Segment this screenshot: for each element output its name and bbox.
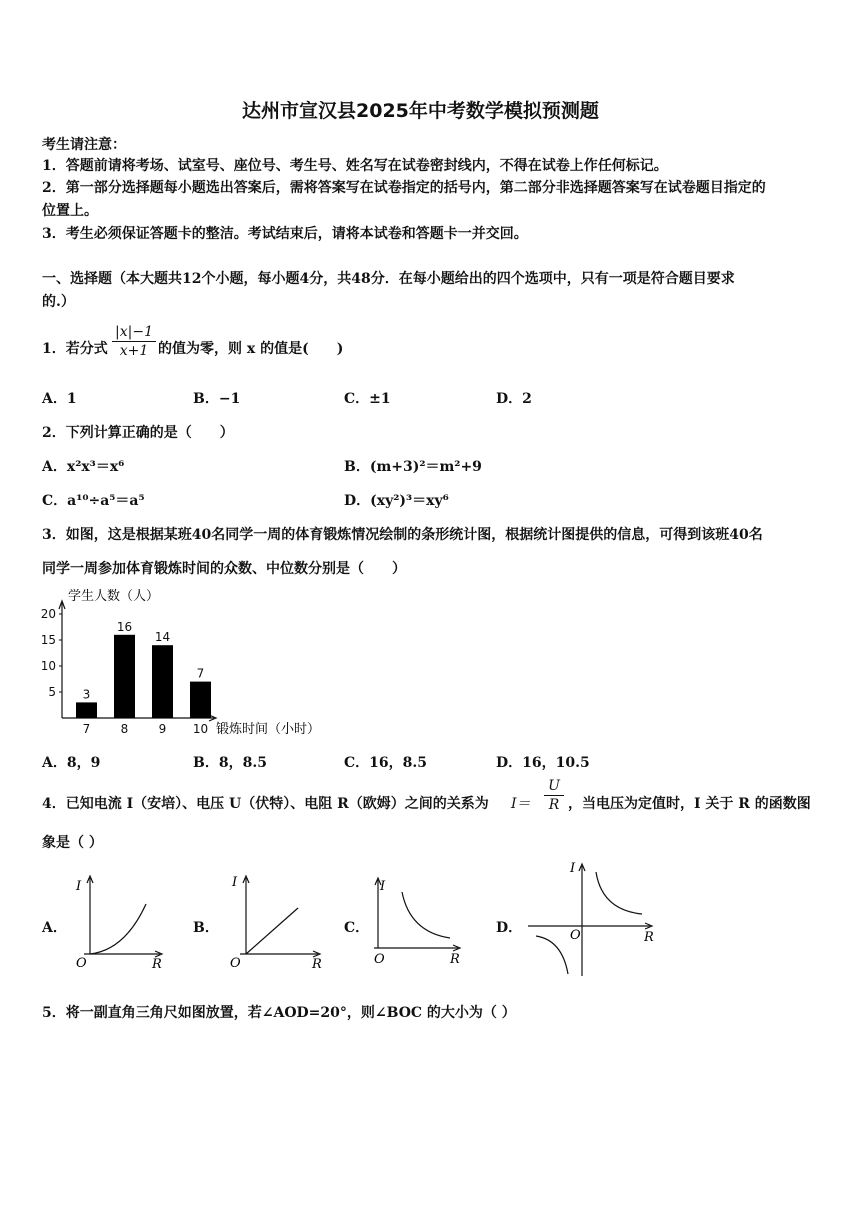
graph-d-y-label: I <box>570 861 576 876</box>
q2-option-a: A．x²x³＝x⁶ <box>42 459 125 475</box>
q3-option-c: C．16，8.5 <box>344 755 427 771</box>
chart-x-tick-label: 9 <box>158 722 167 736</box>
graph-a-y-label: I <box>76 879 82 894</box>
q1-stem-prefix: 1．若分式 <box>42 341 108 357</box>
chart-y-axis-label: 学生人数（人） <box>68 589 160 604</box>
chart-x-tick-label: 7 <box>82 722 91 736</box>
q4-fraction-numerator: U <box>544 778 564 796</box>
graph-a-origin-label: O <box>76 956 87 970</box>
section-heading-line2: 的.） <box>42 294 75 310</box>
chart-y-tick-label: 10 <box>40 659 56 673</box>
notice-item-2: 2．第一部分选择题每小题选出答案后，需将答案写在试卷指定的括号内，第二部分非选择题答案写在试卷题目指定的 <box>42 180 766 196</box>
chart-data-label: 14 <box>154 630 171 645</box>
page-title: 达州市宣汉县2025年中考数学模拟预测题 <box>242 100 599 122</box>
q4-graph-a <box>70 870 170 970</box>
q4-graph-d <box>522 856 662 980</box>
q3-bar-chart <box>36 585 356 745</box>
graph-d-curve-q3 <box>536 936 568 974</box>
graph-b-line <box>246 908 298 954</box>
q4-stem-suffix: ，当电压为定值时，I 关于 R 的函数图 <box>568 796 811 812</box>
graph-d-origin-label: O <box>570 928 581 943</box>
q1-fraction <box>112 324 156 359</box>
graph-c-origin-label: O <box>374 952 385 967</box>
q2-option-c: C．a¹⁰÷a⁵＝a⁵ <box>42 493 145 509</box>
q1-option-c: C．±1 <box>344 391 391 407</box>
q4-fraction-denominator: R <box>548 797 560 813</box>
q3-stem-line2: 同学一周参加体育锻炼时间的众数、中位数分别是（ ） <box>42 561 406 577</box>
chart-bar <box>190 682 211 718</box>
q4-fraction <box>544 778 564 813</box>
q1-stem-suffix: 的值为零，则 x 的值是( ) <box>158 341 344 357</box>
q4-stem-line2: 象是（ ） <box>42 835 103 851</box>
graph-c-curve <box>402 892 450 938</box>
q3-option-d: D．16，10.5 <box>496 755 590 771</box>
graph-b-x-label: R <box>312 957 322 970</box>
graph-b-y-label: I <box>232 875 238 890</box>
q4-option-b: B． <box>193 920 219 936</box>
chart-data-label: 3 <box>82 687 91 702</box>
chart-bar <box>152 645 173 718</box>
q4-graph-c <box>370 870 470 970</box>
chart-x-tick-label: 10 <box>192 722 209 736</box>
q1-option-a: A．1 <box>42 391 77 407</box>
q1-fraction-numerator: |x|−1 <box>112 324 156 342</box>
q4-option-a: A． <box>42 920 67 936</box>
q4-option-d: D． <box>496 920 523 936</box>
q3-option-b: B．8，8.5 <box>193 755 267 771</box>
graph-c-y-label: I <box>380 879 386 894</box>
graph-a-curve <box>90 904 146 954</box>
q1-fraction-denominator: x+1 <box>119 343 149 359</box>
q4-graph-b <box>222 870 332 970</box>
chart-data-label: 7 <box>196 666 205 681</box>
chart-data-label: 16 <box>116 619 133 634</box>
notice-item-1: 1．答题前请将考场、试室号、座位号、考生号、姓名写在试卷密封线内，不得在试卷上作任何标记。 <box>42 158 668 174</box>
q4-stem-prefix: 4．已知电流 I（安培）、电压 U（伏特）、电阻 R（欧姆）之间的关系为 <box>42 796 489 812</box>
q2-option-b: B．(m+3)²＝m²+9 <box>344 459 482 475</box>
q1-option-b: B．−1 <box>193 391 241 407</box>
q1-option-d: D．2 <box>496 391 532 407</box>
chart-x-tick-label: 8 <box>120 722 129 736</box>
q3-option-a: A．8，9 <box>42 755 101 771</box>
chart-y-tick-label: 20 <box>40 607 56 621</box>
chart-y-tick-label: 15 <box>40 633 56 647</box>
section-heading-line1: 一、选择题（本大题共12个小题，每小题4分，共48分．在每小题给出的四个选项中，只有一项是符合题目要求 <box>42 271 735 287</box>
chart-x-axis-label: 锻炼时间（小时） <box>216 722 321 737</box>
graph-b-origin-label: O <box>230 956 241 970</box>
q4-formula-lhs: I＝ <box>511 796 531 812</box>
notice-item-3: 3．考生必须保证答题卡的整洁。考试结束后，请将本试卷和答题卡一并交回。 <box>42 226 528 242</box>
q4-option-c: C． <box>344 920 370 936</box>
chart-bar <box>76 702 97 718</box>
q2-stem: 2．下列计算正确的是（ ） <box>42 425 234 441</box>
notice-heading: 考生请注意： <box>42 137 126 153</box>
chart-y-tick-label: 5 <box>48 685 56 699</box>
q3-stem-line1: 3．如图，这是根据某班40名同学一周的体育锻炼情况绘制的条形统计图，根据统计图提供的信息，可得到该班40名 <box>42 527 763 543</box>
q5-stem: 5．将一副直角三角尺如图放置，若∠AOD=20°，则∠BOC 的大小为（ ） <box>42 1005 516 1021</box>
graph-d-x-label: R <box>644 930 654 945</box>
notice-item-2-cont: 位置上。 <box>42 203 98 219</box>
q2-option-d: D．(xy²)³＝xy⁶ <box>344 493 449 509</box>
graph-c-x-label: R <box>450 952 460 967</box>
graph-d-curve-q1 <box>596 872 642 914</box>
graph-a-x-label: R <box>152 957 162 970</box>
chart-bar <box>114 635 135 718</box>
